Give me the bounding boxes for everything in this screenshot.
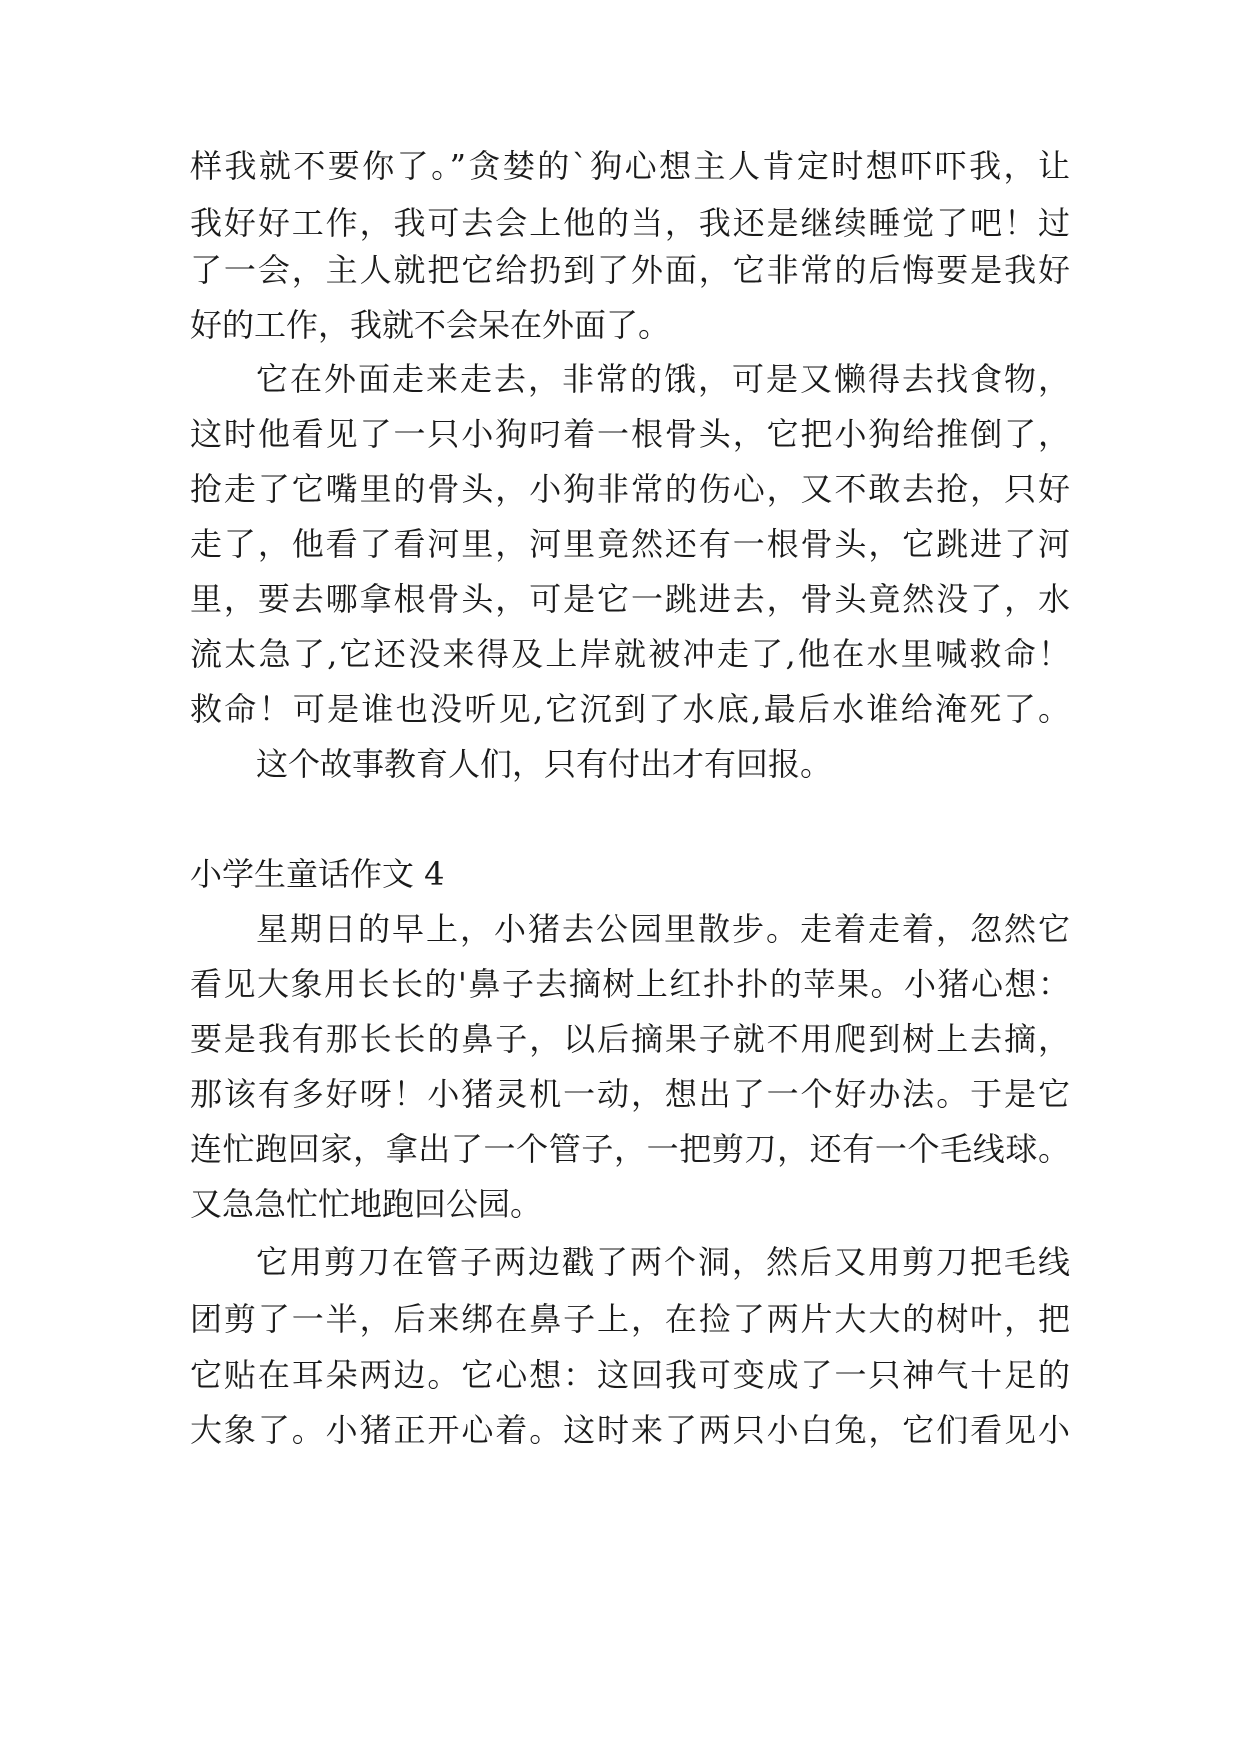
paragraph-line: 看见大象用长长的'鼻子去摘树上红扑扑的苹果。小猪心想： [190,965,1070,1003]
paragraph-line: 又急急忙忙地跑回公园。 [190,1185,543,1223]
paragraph-line: 连忙跑回家，拿出了一个管子，一把剪刀，还有一个毛线球。 [190,1130,1070,1168]
paragraph-line: 这个故事教育人们，只有付出才有回报。 [256,745,833,783]
paragraph-line: 它在外面走来走去，非常的饿，可是又懒得去找食物， [256,360,1070,398]
paragraph-line: 团剪了一半，后来绑在鼻子上，在捡了两片大大的树叶，把 [190,1300,1070,1338]
paragraph-line: 里，要去哪拿根骨头，可是它一跳进去，骨头竟然没了，水 [190,580,1070,618]
paragraph-line: 样我就不要你了。”贪婪的`狗心想主人肯定时想吓吓我，让 [190,147,1070,185]
paragraph-line: 它贴在耳朵两边。它心想：这回我可变成了一只神气十足的 [190,1356,1070,1394]
paragraph-line: 要是我有那长长的鼻子，以后摘果子就不用爬到树上去摘， [190,1020,1070,1058]
paragraph-line: 走了，他看了看河里，河里竟然还有一根骨头，它跳进了河 [190,525,1070,563]
paragraph-line: 抢走了它嘴里的骨头，小狗非常的伤心，又不敢去抢，只好 [190,470,1070,508]
paragraph-line: 这时他看见了一只小狗叼着一根骨头，它把小狗给推倒了， [190,415,1070,453]
paragraph-line: 我好好工作，我可去会上他的当，我还是继续睡觉了吧！过 [190,204,1070,242]
paragraph-line: 它用剪刀在管子两边戳了两个洞，然后又用剪刀把毛线 [256,1243,1070,1281]
paragraph-line: 了一会，主人就把它给扔到了外面，它非常的后悔要是我好 [190,251,1070,289]
section-heading: 小学生童话作文 4 [190,855,445,893]
paragraph-line: 好的工作，我就不会呆在外面了。 [190,306,671,344]
paragraph-line: 星期日的早上，小猪去公园里散步。走着走着，忽然它 [256,910,1070,948]
paragraph-line: 那该有多好呀！小猪灵机一动，想出了一个好办法。于是它 [190,1075,1070,1113]
paragraph-line: 流太急了,它还没来得及上岸就被冲走了,他在水里喊救命！ [190,635,1070,673]
paragraph-line: 救命！可是谁也没听见,它沉到了水底,最后水谁给淹死了。 [190,690,1070,728]
paragraph-line: 大象了。小猪正开心着。这时来了两只小白兔，它们看见小 [190,1411,1070,1449]
